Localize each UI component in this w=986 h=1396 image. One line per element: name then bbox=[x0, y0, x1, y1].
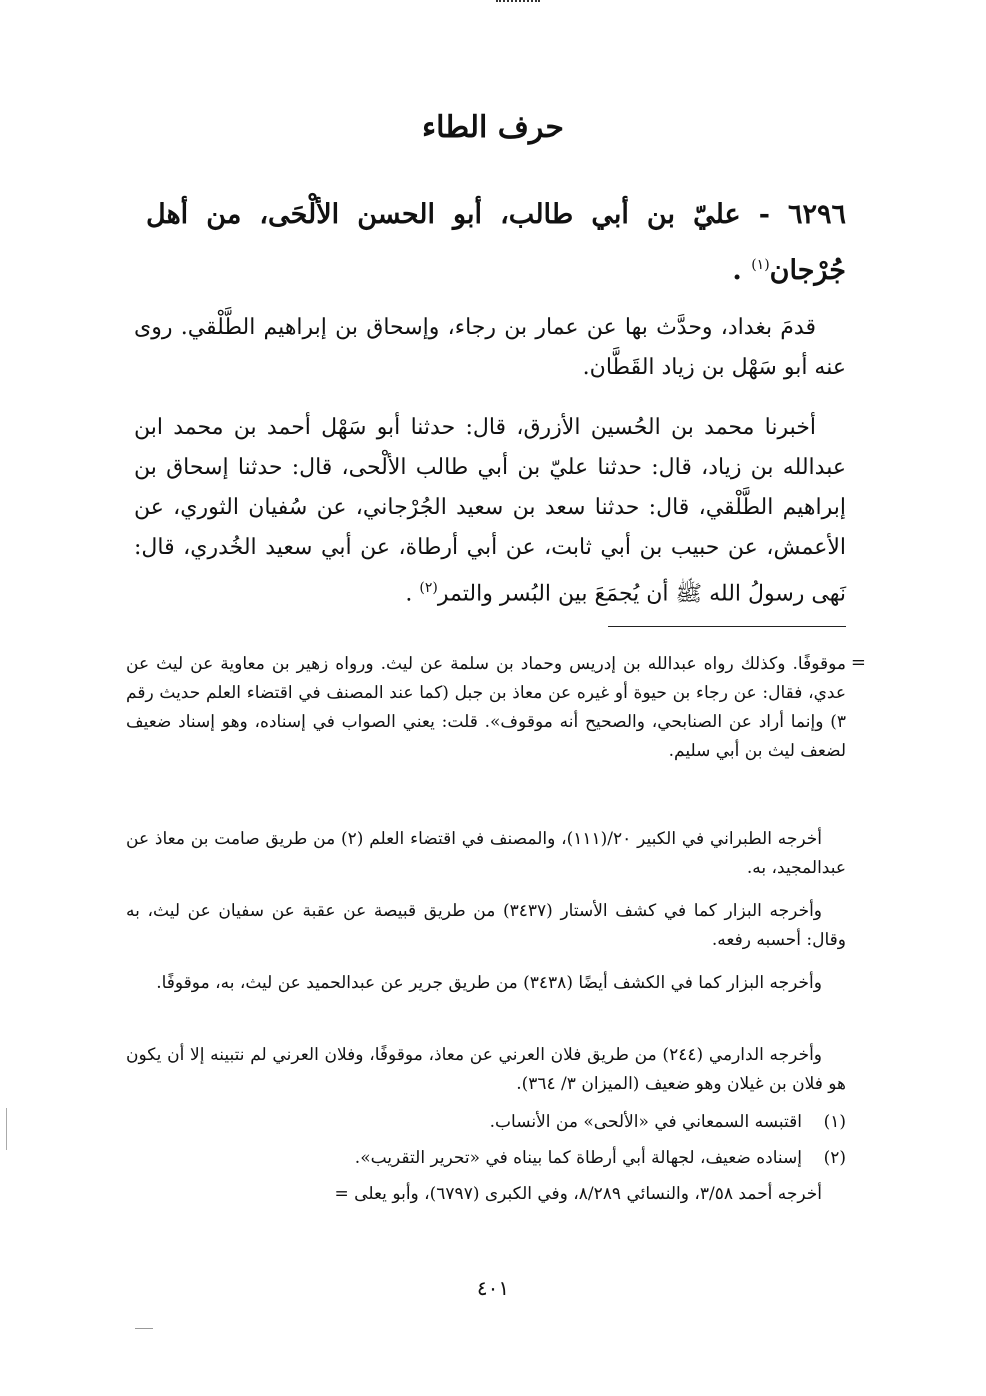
bottom-mark bbox=[135, 1328, 153, 1329]
footnote-ref-2: (٢) bbox=[419, 580, 438, 596]
chapter-title: حرف الطاء bbox=[422, 110, 564, 145]
footnote-paragraph: وأخرجه الدارمي (٢٤٤) من طريق فلان العرني عن معاذ، موقوفًا، وفلان العرني لم نتبينه إلا أن يكون هو فلان بن غيلان وهو ضعيف (الميزان ٣/ ٣٦٤). bbox=[126, 1045, 846, 1094]
entry-heading bbox=[146, 190, 846, 296]
margin-line bbox=[6, 1108, 7, 1150]
footnote-separator bbox=[608, 626, 846, 627]
footnote-1 bbox=[126, 1108, 846, 1137]
footnote-continued: موقوفًا. وكذلك رواه عبدالله بن إدريس وحماد بن سلمة عن ليث. ورواه زهير بن معاوية عن ليث عن عدي، فقال: عن رجاء بن حيوة أو غيره عن معاذ بن جبل (كما عند المصنف في اقتضاء العلم حديث رقم ٣) وإنما أراد عن الصنابحي، والصحيح أنه موقوف». قلت: يعني الصواب في إسناده، وهو إسناد ضعيف لضعف ليث بن أبي سليم. bbox=[126, 654, 846, 761]
footnote-paragraph: أخرجه الطبراني في الكبير ٢٠/(١١١)، والمصنف في اقتضاء العلم (٢) من طريق صامت بن معاذ عن عبدالمجيد، به. bbox=[126, 829, 846, 878]
page-number: ٤٠١ bbox=[476, 1276, 510, 1300]
paragraph-hadith-text: أخبرنا محمد بن الحُسين الأزرق، قال: حدثنا أبو سَهْل أحمد بن محمد ابن عبدالله بن زياد، قال: حدثنا عليّ بن أبي طالب الألْحى، قال: حدثنا إسحاق بن إبراهيم الطَّلْقي، قال: حدثنا سعد بن سعيد الجُرْجاني، عن سُفيان الثوري، عن الأعمش، عن حبيب بن أبي ثابت، عن أبي أرطاة، عن أبي سعيد الخُدري، قال: نَهى رسولُ الله ﷺ أن يُجمَعَ بين البُسر والتمر bbox=[134, 415, 846, 607]
paragraph-hadith-end: . bbox=[405, 581, 420, 607]
paragraph-biography: قدمَ بغداد، وحدَّث بها عن عمار بن رجاء، وإسحاق بن إبراهيم الطَّلْقي. روى عنه أبو سَهْل بن زياد القَطَّان. bbox=[134, 315, 846, 380]
footnote-continuation-marker: = bbox=[850, 652, 866, 673]
footnote-paragraph: وأخرجه البزار كما في كشف الأستار (٣٤٣٧) من طريق قبيصة عن عقبة عن سفيان عن ليث، به وقال: أحسبه رفعه. bbox=[126, 901, 846, 950]
footnote-text: إسناده ضعيف، لجهالة أبي أرطاة كما بيناه في «تحرير التقريب». bbox=[354, 1148, 802, 1168]
footnote-number: (٢) bbox=[823, 1148, 846, 1168]
top-dotted-mark bbox=[496, 0, 540, 6]
footnote-ref-1: (١) bbox=[751, 257, 770, 273]
paragraph-hadith-chain bbox=[134, 408, 846, 614]
entry-heading-text: ٦٢٩٦ - عليّ بن أبي طالب، أبو الحسن الألْحَى، من أهل جُرْجان bbox=[146, 199, 846, 286]
footnote-number: (١) bbox=[823, 1112, 846, 1132]
footnote-2-continuation: أخرجه أحمد ٣/٥٨، والنسائي ٨/٢٨٩، وفي الكبرى (٦٧٩٧)، وأبو يعلى = bbox=[334, 1184, 822, 1204]
footnote-2 bbox=[126, 1144, 846, 1173]
footnote-text: اقتبسه السمعاني في «الألحى» من الأنساب. bbox=[489, 1112, 802, 1132]
entry-heading-end: . bbox=[732, 255, 752, 286]
footnote-paragraph: وأخرجه البزار كما في الكشف أيضًا (٣٤٣٨) من طريق جرير عن عبدالحميد عن ليث، به، موقوفًا. bbox=[156, 973, 822, 993]
